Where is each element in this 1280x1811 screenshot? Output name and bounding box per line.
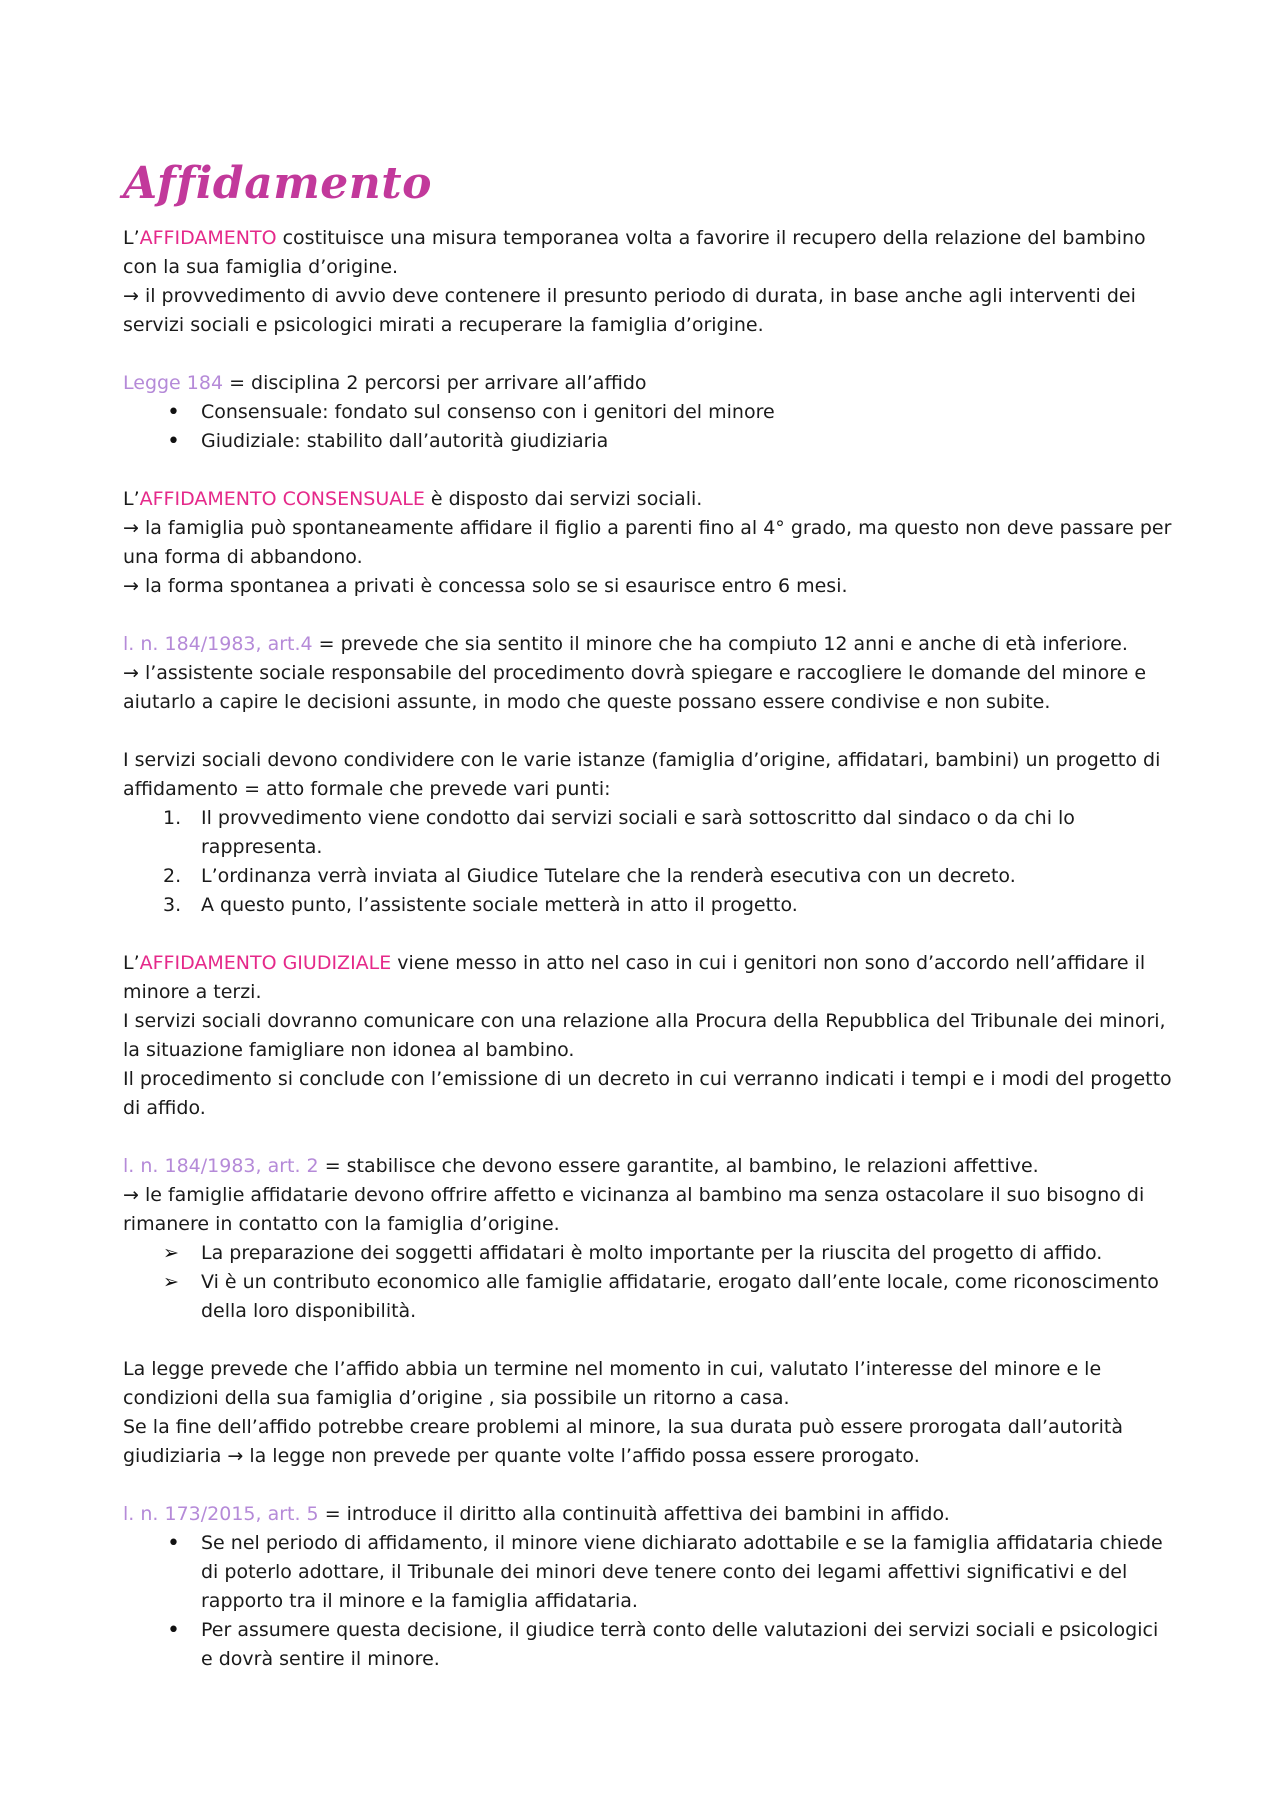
paragraph xyxy=(123,369,1175,398)
page-title: Affidamento xyxy=(123,158,432,209)
list-item: • Giudiziale: stabilito dall’autorità giudiziaria xyxy=(123,427,1175,456)
paragraph-text: = stabilisce che devono essere garantite, al bambino, le relazioni affettive. xyxy=(318,1155,1039,1177)
arrow-note: → la famiglia può spontaneamente affidare il figlio a parenti fino al 4° grado, ma questo non deve passare per una forma di abbandono. xyxy=(123,517,1172,568)
highlighted-term: AFFIDAMENTO xyxy=(139,227,277,249)
list-item: • Se nel periodo di affidamento, il minore viene dichiarato adottabile e se la famiglia affidataria chiede di poterlo adottare, il Tribunale dei minori deve tenere conto dei legami affettivi significativi e del rapporto tra il minore e la famiglia affidataria. xyxy=(123,1529,1175,1616)
section-art-4 xyxy=(123,630,1175,717)
section-legge-184 xyxy=(123,369,1175,456)
section-affidamento-consensuale xyxy=(123,485,1175,601)
paragraph xyxy=(123,1500,1175,1529)
paragraph: Se la fine dell’affido potrebbe creare problemi al minore, la sua durata può essere prorogata dall’autorità giudiziaria → la legge non prevede per quante volte l’affido possa essere prorogato. xyxy=(123,1416,1123,1467)
paragraph xyxy=(123,1152,1175,1181)
bullet-list xyxy=(123,398,1175,456)
law-reference: Legge 184 xyxy=(123,372,224,394)
list-number: 3. xyxy=(163,894,182,916)
bullet-list xyxy=(123,1529,1175,1674)
paragraph xyxy=(123,224,1175,282)
paragraph-text: = disciplina 2 percorsi per arrivare all’affido xyxy=(223,372,647,394)
document xyxy=(123,0,1175,1674)
list-item: ➢ Vi è un contributo economico alle famiglie affidatarie, erogato dall’ente locale, come riconoscimento della loro disponibilità. xyxy=(123,1268,1175,1326)
arrow-note: → le famiglie affidatarie devono offrire affetto e vicinanza al bambino ma senza ostacolare il suo bisogno di rimanere in contatto con la famiglia d’origine. xyxy=(123,1184,1145,1235)
section-affidamento-intro xyxy=(123,224,1175,340)
highlighted-term: AFFIDAMENTO CONSENSUALE xyxy=(139,488,425,510)
list-item: ➢ La preparazione dei soggetti affidatari è molto importante per la riuscita del progetto di affido. xyxy=(123,1239,1175,1268)
law-reference: l. n. 184/1983, art.4 xyxy=(123,633,313,655)
list-item xyxy=(123,891,1175,920)
law-reference: l. n. 173/2015, art. 5 xyxy=(123,1503,319,1525)
section-termine-affido xyxy=(123,1355,1175,1471)
list-item xyxy=(123,862,1175,891)
list-item xyxy=(123,804,1175,862)
paragraph: La legge prevede che l’affido abbia un termine nel momento in cui, valutato l’interesse del minore e le condizioni della sua famiglia d’origine , sia possibile un ritorno a casa. xyxy=(123,1358,1102,1409)
list-number: 1. xyxy=(163,807,182,829)
arrow-note: → l’assistente sociale responsabile del procedimento dovrà spiegare e raccogliere le domande del minore e aiutarlo a capire le decisioni assunte, in modo che queste possano essere condivise e non subite. xyxy=(123,662,1147,713)
section-art-2 xyxy=(123,1152,1175,1326)
list-item-text: A questo punto, l’assistente sociale metterà in atto il progetto. xyxy=(201,894,798,916)
paragraph-text: viene messo in atto nel caso in cui i genitori non sono d’accordo nell’affidare il minore a terzi. xyxy=(123,952,1146,1003)
paragraph xyxy=(123,949,1175,1007)
paragraph: I servizi sociali devono condividere con le varie istanze (famiglia d’origine, affidatari, bambini) un progetto di affidamento = atto formale che prevede vari punti: xyxy=(123,749,1161,800)
paragraph xyxy=(123,485,1175,514)
text-prefix: L’ xyxy=(123,952,140,974)
paragraph-text: = prevede che sia sentito il minore che ha compiuto 12 anni e anche di età inferiore. xyxy=(312,633,1128,655)
arrow-note: → il provvedimento di avvio deve contenere il presunto periodo di durata, in base anche agli interventi dei servizi sociali e psicologici mirati a recuperare la famiglia d’origine. xyxy=(123,285,1136,336)
paragraph: Il procedimento si conclude con l’emissione di un decreto in cui verranno indicati i tempi e i modi del progetto di affido. xyxy=(123,1068,1172,1119)
arrow-bullet-list xyxy=(123,1239,1175,1326)
text-prefix: L’ xyxy=(123,227,140,249)
arrow-note: → la forma spontanea a privati è concessa solo se si esaurisce entro 6 mesi. xyxy=(123,575,848,597)
paragraph-text: = introduce il diritto alla continuità affettiva dei bambini in affido. xyxy=(318,1503,950,1525)
section-progetto-affidamento xyxy=(123,746,1175,920)
paragraph-text: costituisce una misura temporanea volta a favorire il recupero della relazione del bambino con la sua famiglia d’origine. xyxy=(123,227,1146,278)
text-prefix: L’ xyxy=(123,488,140,510)
list-item-text: Il provvedimento viene condotto dai servizi sociali e sarà sottoscritto dal sindaco o da chi lo rappresenta. xyxy=(201,807,1075,858)
list-number: 2. xyxy=(163,865,182,887)
section-legge-173-2015 xyxy=(123,1500,1175,1674)
numbered-list xyxy=(123,804,1175,920)
list-item: • Consensuale: fondato sul consenso con i genitori del minore xyxy=(123,398,1175,427)
highlighted-term: AFFIDAMENTO GIUDIZIALE xyxy=(139,952,392,974)
list-item: • Per assumere questa decisione, il giudice terrà conto delle valutazioni dei servizi sociali e psicologici e dovrà sentire il minore. xyxy=(123,1616,1175,1674)
paragraph: I servizi sociali dovranno comunicare con una relazione alla Procura della Repubblica del Tribunale dei minori, la situazione famigliare non idonea al bambino. xyxy=(123,1010,1166,1061)
list-item-text: L’ordinanza verrà inviata al Giudice Tutelare che la renderà esecutiva con un decreto. xyxy=(201,865,1016,887)
law-reference: l. n. 184/1983, art. 2 xyxy=(123,1155,319,1177)
section-affidamento-giudiziale xyxy=(123,949,1175,1123)
paragraph xyxy=(123,630,1175,659)
paragraph-text: è disposto dai servizi sociali. xyxy=(424,488,703,510)
